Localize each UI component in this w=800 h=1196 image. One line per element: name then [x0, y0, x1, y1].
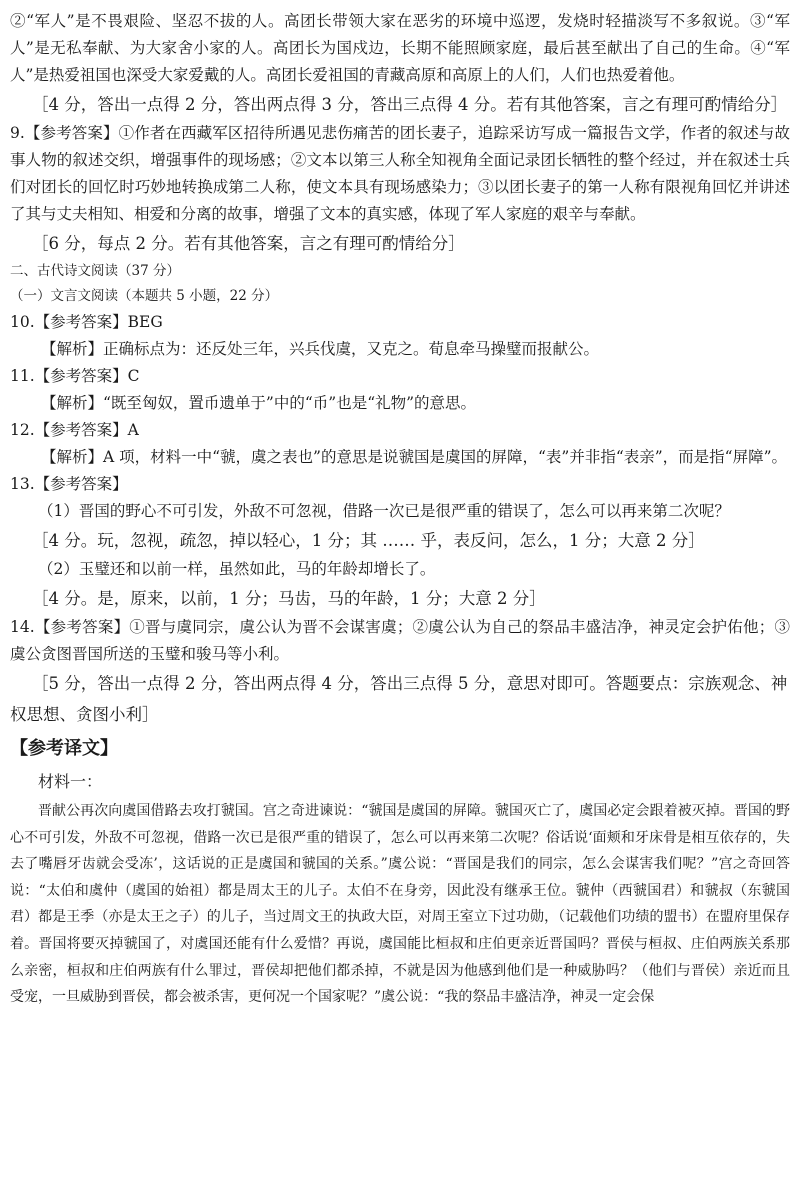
q12-answer: 12.【参考答案】A: [10, 421, 139, 439]
q8-scoring: ［4 分，答出一点得 2 分，答出两点得 3 分，答出三点得 4 分。若有其他答案，言之有理可酌情给分］: [32, 95, 788, 114]
q11-explanation: 【解析】“既至匈奴，置币遗单于”中的“币”也是“礼物”的意思。: [41, 394, 477, 412]
q11-answer: 11.【参考答案】C: [10, 367, 140, 385]
translation-body: 晋献公再次向虞国借路去攻打虢国。宫之奇进谏说：“虢国是虞国的屏障。虢国灭亡了，虞国必定会跟着被灭掉。晋国的野心不可引发，外敌不可忽视，借路一次已是很严重的错误了，怎么可以再来第二次呢？俗话说‘面颊和牙床骨是相互依存的，失去了嘴唇牙齿就会受冻’，这话说的正是虞国和虢国的关系。”虞公说：“晋国是我们的同宗，怎么会谋害我们呢？”宫之奇回答说：“太伯和虞仲（虞国的始祖）都是周太王的儿子。太伯不在身旁，因此没有继承王位。虢仲（西虢国君）和虢叔（东虢国君）都是王季（亦是太王之子）的儿子，当过周文王的执政大臣，对周王室立下过功勋，（记载他们功绩的盟书）在盟府里保存着。晋国将要灭掉虢国了，对虞国还能有什么爱惜？再说，虞国能比桓叔和庄伯更亲近晋国吗？晋侯与桓叔、庄伯两族关系那么亲密，桓叔和庄伯两族有什么罪过，晋侯却把他们都杀掉，不就是因为他感到他们是一种威胁吗？（他们与晋侯）亲近而且受宠，一旦威胁到晋侯，都会被杀害，更何况一个国家呢？”虞公说：“我的祭品丰盛洁净，神灵一定会保: [10, 803, 790, 1006]
q10-answer: 10.【参考答案】BEG: [10, 313, 163, 331]
q13-part1: （1）晋国的野心不可引发，外敌不可忽视，借路一次已是很严重的错误了，怎么可以再来第二次呢？: [38, 502, 730, 520]
q13-part1-scoring: ［4 分。玩，忽视，疏忽，掉以轻心，1 分；其 …… 乎，表反问，怎么，1 分；大意 2 分］: [32, 531, 705, 550]
material-one-label: 材料一：: [38, 772, 103, 791]
section-heading-classical: 二、古代诗文阅读（37 分）: [10, 263, 180, 279]
q12-explanation: 【解析】A 项，材料一中“虢，虞之表也”的意思是说虢国是虞国的屏障，“表”并非指“表亲”，而是指“屏障”。: [41, 448, 788, 466]
reference-translation-heading: 【参考译文】: [10, 738, 118, 759]
q10-explanation: 【解析】正确标点为：还反处三年，兴兵伐虞，又克之。荀息牵马操璧而报献公。: [41, 340, 600, 358]
q13-part2: （2）玉璧还和以前一样，虽然如此，马的年龄却增长了。: [38, 560, 436, 578]
q13-answer: 13.【参考答案】: [10, 475, 128, 493]
subsection-heading-wenyanwen: （一）文言文阅读（本题共 5 小题，22 分）: [10, 288, 279, 304]
q14-answer: 14.【参考答案】①晋与虞同宗，虞公认为晋不会谋害虞；②虞公认为自己的祭品丰盛洁净，神灵定会护佑他；③虞公贪图晋国所送的玉璧和骏马等小利。: [10, 618, 790, 663]
q13-part2-scoring: ［4 分。是，原来，以前，1 分；马齿，马的年龄，1 分；大意 2 分］: [32, 589, 546, 608]
q14-scoring: ［5 分，答出一点得 2 分，答出两点得 4 分，答出三点得 5 分，意思对即可。答题要点：宗族观念、神权思想、贪图小利］: [10, 674, 788, 724]
q9-answer: 9.【参考答案】①作者在西藏军区招待所遇见悲伤痛苦的团长妻子，追踪采访写成一篇报告文学，作者的叙述与故事人物的叙述交织，增强事件的现场感；②文本以第三人称全知视角全面记录团长牺牲的整个经过，并在叙述士兵们对团长的回忆时巧妙地转换成第二人称，使文本具有现场感染力；③以团长妻子的第一人称有限视角回忆并讲述了其与丈夫相知、相爱和分离的故事，增强了文本的真实感，体现了军人家庭的艰辛与奉献。: [10, 124, 790, 223]
q9-scoring: ［6 分，每点 2 分。若有其他答案，言之有理可酌情给分］: [32, 234, 465, 253]
q8-answer-continuation: ②“军人”是不畏艰险、坚忍不拔的人。高团长带领大家在恶劣的环境中巡逻，发烧时轻描淡写不多叙说。③“军人”是无私奉献、为大家舍小家的人。高团长为国戍边，长期不能照顾家庭，最后甚至献出了自己的生命。④“军人”是热爱祖国也深受大家爱戴的人。高团长爱祖国的青藏高原和高原上的人们，人们也热爱着他。: [10, 12, 790, 84]
